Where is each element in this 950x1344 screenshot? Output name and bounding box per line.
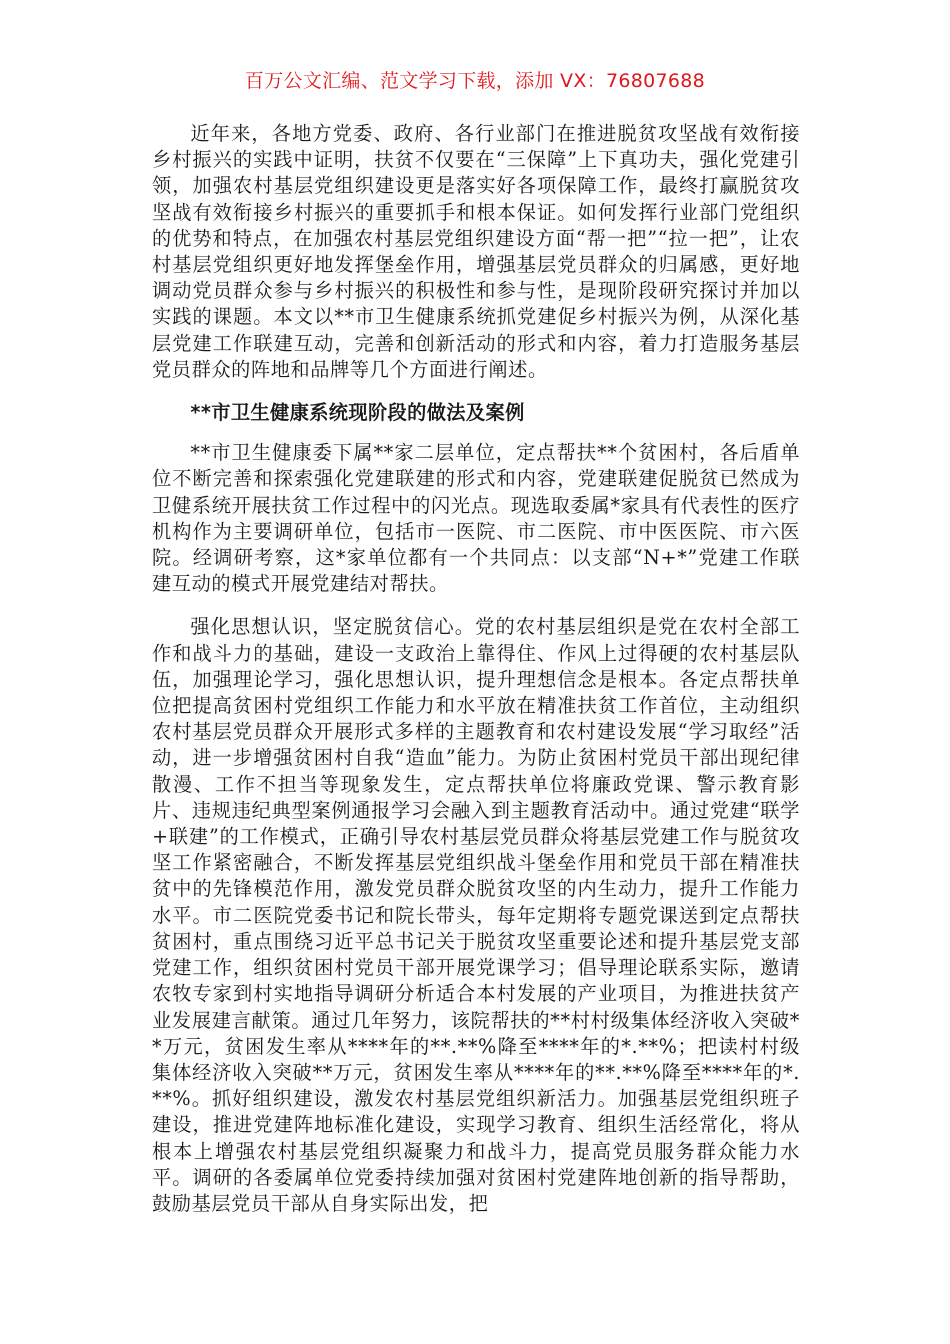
section-paragraph: 强化思想认识，坚定脱贫信心。党的农村基层组织是党在农村全部工作和战斗力的基础，建设一支政治上靠得住、作风上过得硬的农村基层队伍，加强理论学习，强化思想认识，提升理想信念是根本。各定点帮扶单位把提高贫困村党组织工作能力和水平放在精准扶贫工作首位，主动组织农村基层党员群众开展形式多样的主题教育和农村建设发展“学习取经”活动，进一步增强贫困村自我“造血”能力。为防止贫困村党员干部出现纪律散漫、工作不担当等现象发生，定点帮扶单位将廉政党课、警示教育影片、违规违纪典型案例通报学习会融入到主题教育活动中。通过党建“联学+联建”的工作模式，正确引导农村基层党员群众将基层党建工作与脱贫攻坚工作紧密融合，不断发挥基层党组织战斗堡垒作用和党员干部在精准扶贫中的先锋模范作用，激发党员群众脱贫攻坚的内生动力，提升工作能力水平。市二医院党委书记和院长带头，每年定期将专题党课送到定点帮扶贫困村，重点围绕习近平总书记关于脱贫攻坚重要论述和提升基层党支部党建工作，组织贫困村党员干部开展党课学习；倡导理论联系实际，邀请农牧专家到村实地指导调研分析适合本村发展的产业项目，为推进扶贫产业发展建言献策。通过几年努力，该院帮扶的**村村级集体经济收入突破**万元，贫困发生率从****年的**.**%降至****年的*.**%；把读村村级集体经济收入突破**万元，贫困发生率从****年的**.**%降至****年的*.**%。抓好组织建设，激发农村基层党组织新活力。加强基层党组织班子建设，推进党建阵地标准化建设，实现学习教育、组织生活经常化，将从根本上增强农村基层党组织凝聚力和战斗力，提高党员服务群众能力水平。调研的各委属单位党委持续加强对贫困村党建阵地创新的指导帮助，鼓励基层党员干部从自身实际出发，把: [152, 615, 800, 1215]
document-body: [152, 121, 800, 1234]
section-paragraph: **市卫生健康委下属**家二层单位，定点帮扶**个贫困村，各后盾单位不断完善和探索强化党建联建的形式和内容，党建联建促脱贫已然成为卫健系统开展扶贫工作过程中的闪光点。现选取委属*家具有代表性的医疗机构作为主要调研单位，包括市一医院、市二医院、市中医医院、市六医院。经调研考察，这*家单位都有一个共同点：以支部“N+*”党建工作联建互动的模式开展党建结对帮扶。: [152, 441, 800, 596]
intro-paragraph: 近年来，各地方党委、政府、各行业部门在推进脱贫攻坚战有效衔接乡村振兴的实践中证明，扶贫不仅要在“三保障”上下真功夫，强化党建引领，加强农村基层党组织建设更是落实好各项保障工作，最终打赢脱贫攻坚战有效衔接乡村振兴的重要抓手和根本保证。如何发挥行业部门党组织的优势和特点，在加强农村基层党组织建设方面“帮一把”“拉一把”，让农村基层党组织更好地发挥堡垒作用，增强基层党员群众的归属感，更好地调动党员群众参与乡村振兴的积极性和参与性，是现阶段研究探讨并加以实践的课题。本文以**市卫生健康系统抓党建促乡村振兴为例，从深化基层党建工作联建互动，完善和创新活动的形式和内容，着力打造服务基层党员群众的阵地和品牌等几个方面进行阐述。: [152, 122, 800, 381]
section-heading: **市卫生健康系统现阶段的做法及案例: [190, 401, 525, 425]
header-banner: 百万公文汇编、范文学习下载，添加 VX：76807688: [244, 70, 706, 92]
